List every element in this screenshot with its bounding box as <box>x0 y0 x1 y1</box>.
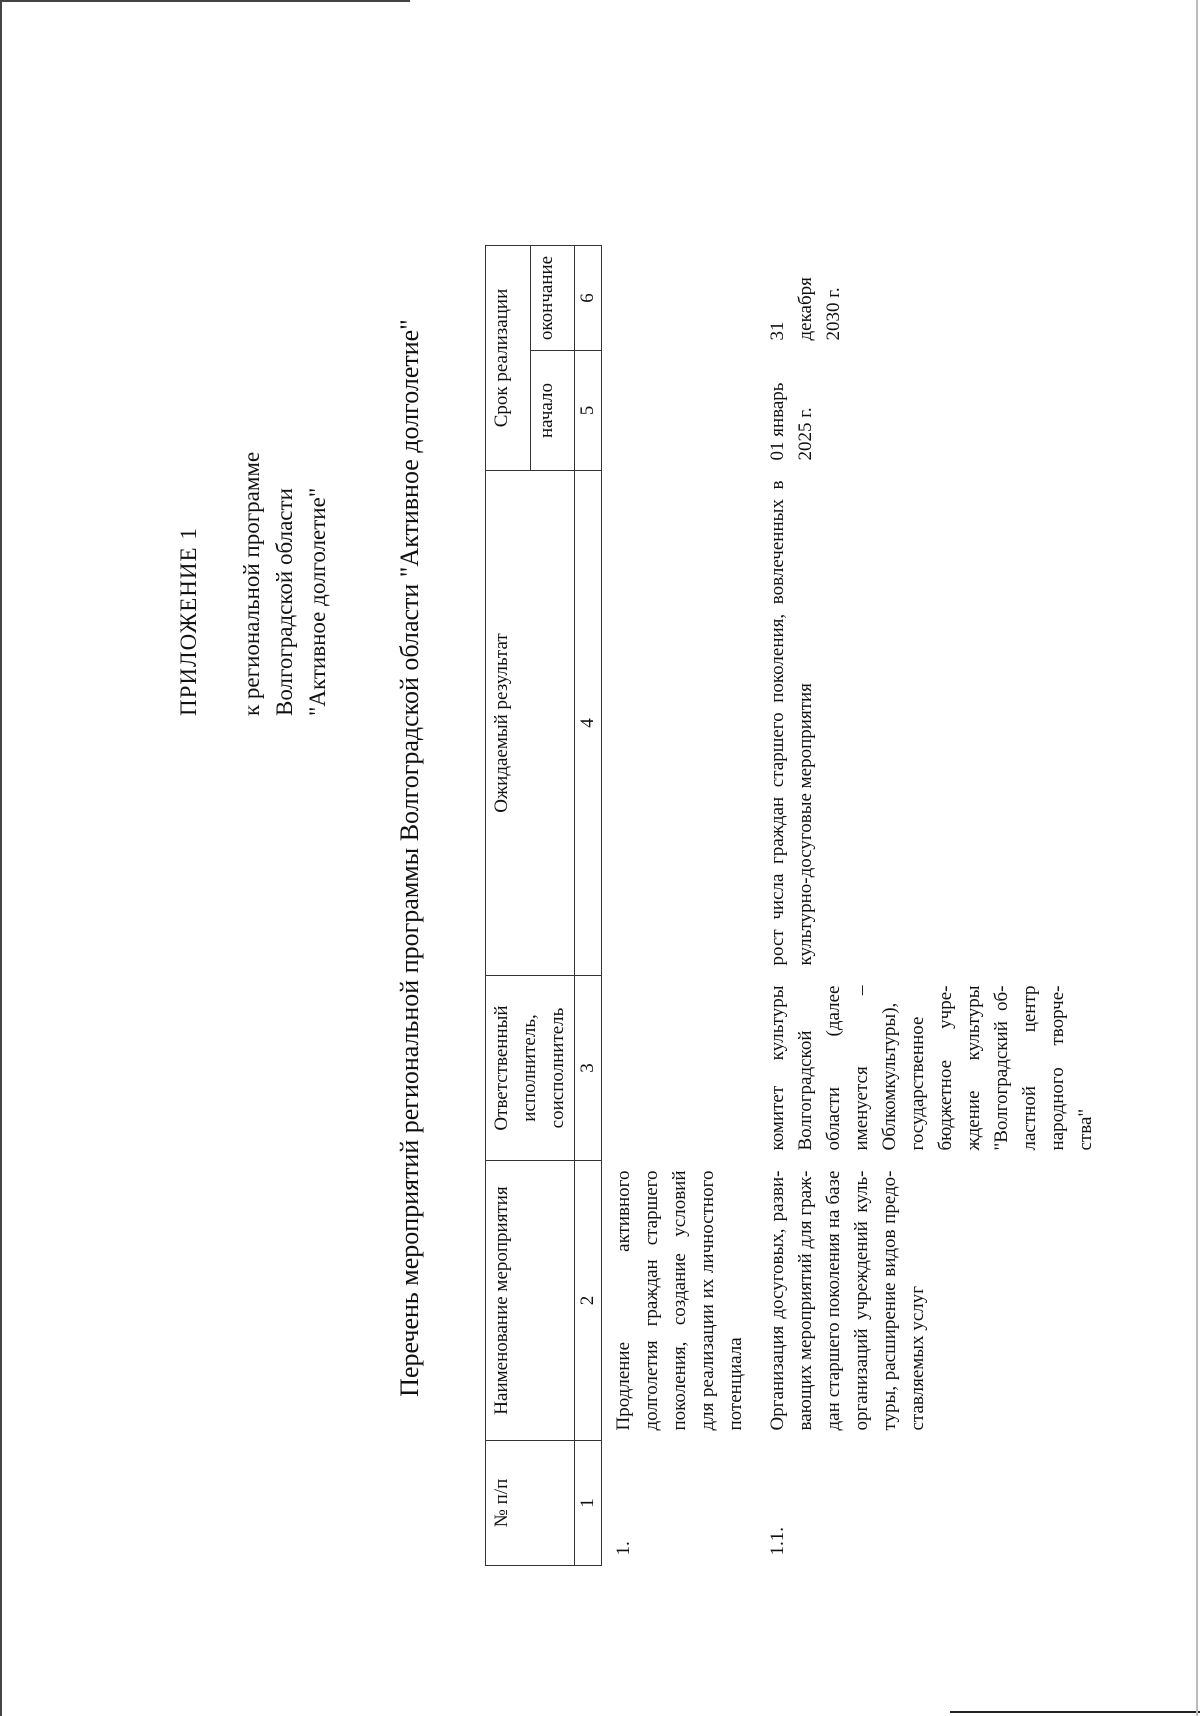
row-name: Организация досуговых, развивающих мероприятий для граждан старшего поколения на базе организаций учреждений культуры, расширение видов предоставляемых услуг <box>767 1170 928 1431</box>
table-row <box>756 246 1106 1566</box>
row-end: 31 декабря 2030 г. <box>767 277 844 341</box>
header-end: окончание <box>530 246 575 351</box>
header-executor: Ответственный исполнитель, соисполнитель <box>486 976 575 1161</box>
column-number: 4 <box>575 471 602 976</box>
row-name: Продление активного долголетия граждан старшего поколения, создание условий для реализации их личностного потенциала <box>613 1170 746 1431</box>
measures-table <box>485 245 1106 1566</box>
header-result: Ожидаемый результат <box>486 471 575 976</box>
column-number: 1 <box>575 1441 602 1566</box>
row-result: рост числа граждан старшего поколения, вовлеченных в культурно-досуговые мероприятия <box>767 480 816 966</box>
appendix-line: к региональной программе <box>239 451 264 716</box>
header-name: Наименование мероприятия <box>486 1161 575 1441</box>
appendix-line: "Активное долголетие" <box>305 487 330 716</box>
column-number-row <box>575 246 602 1566</box>
header-num: № п/п <box>486 1441 575 1566</box>
row-num: 1.1. <box>767 1527 788 1556</box>
table-row <box>602 246 757 1566</box>
row-start <box>602 351 757 471</box>
row-executor: комитет культуры Волгоградской области (далее именуется – Облкомкультуры), государственное бюджетное учреждение культуры "Волгоградский областной центр народного творчества" <box>767 985 1096 1151</box>
appendix-line: Волгоградской области <box>272 488 297 716</box>
row-start: 01 январь 2025 г. <box>767 382 816 461</box>
column-number: 6 <box>575 246 602 351</box>
row-result <box>602 471 757 976</box>
header-start: начало <box>530 351 575 471</box>
row-end <box>602 246 757 351</box>
column-number: 2 <box>575 1161 602 1441</box>
document-title: Перечень мероприятий региональной программы Волгоградской области "Активное долголетие" <box>395 319 424 1397</box>
appendix-heading: ПРИЛОЖЕНИЕ 1 <box>176 527 201 716</box>
row-executor <box>602 976 757 1161</box>
column-number: 5 <box>575 351 602 471</box>
column-number: 3 <box>575 976 602 1161</box>
header-period: Срок реализации <box>486 246 531 471</box>
appendix-block <box>172 452 334 716</box>
row-num: 1. <box>613 1541 634 1556</box>
